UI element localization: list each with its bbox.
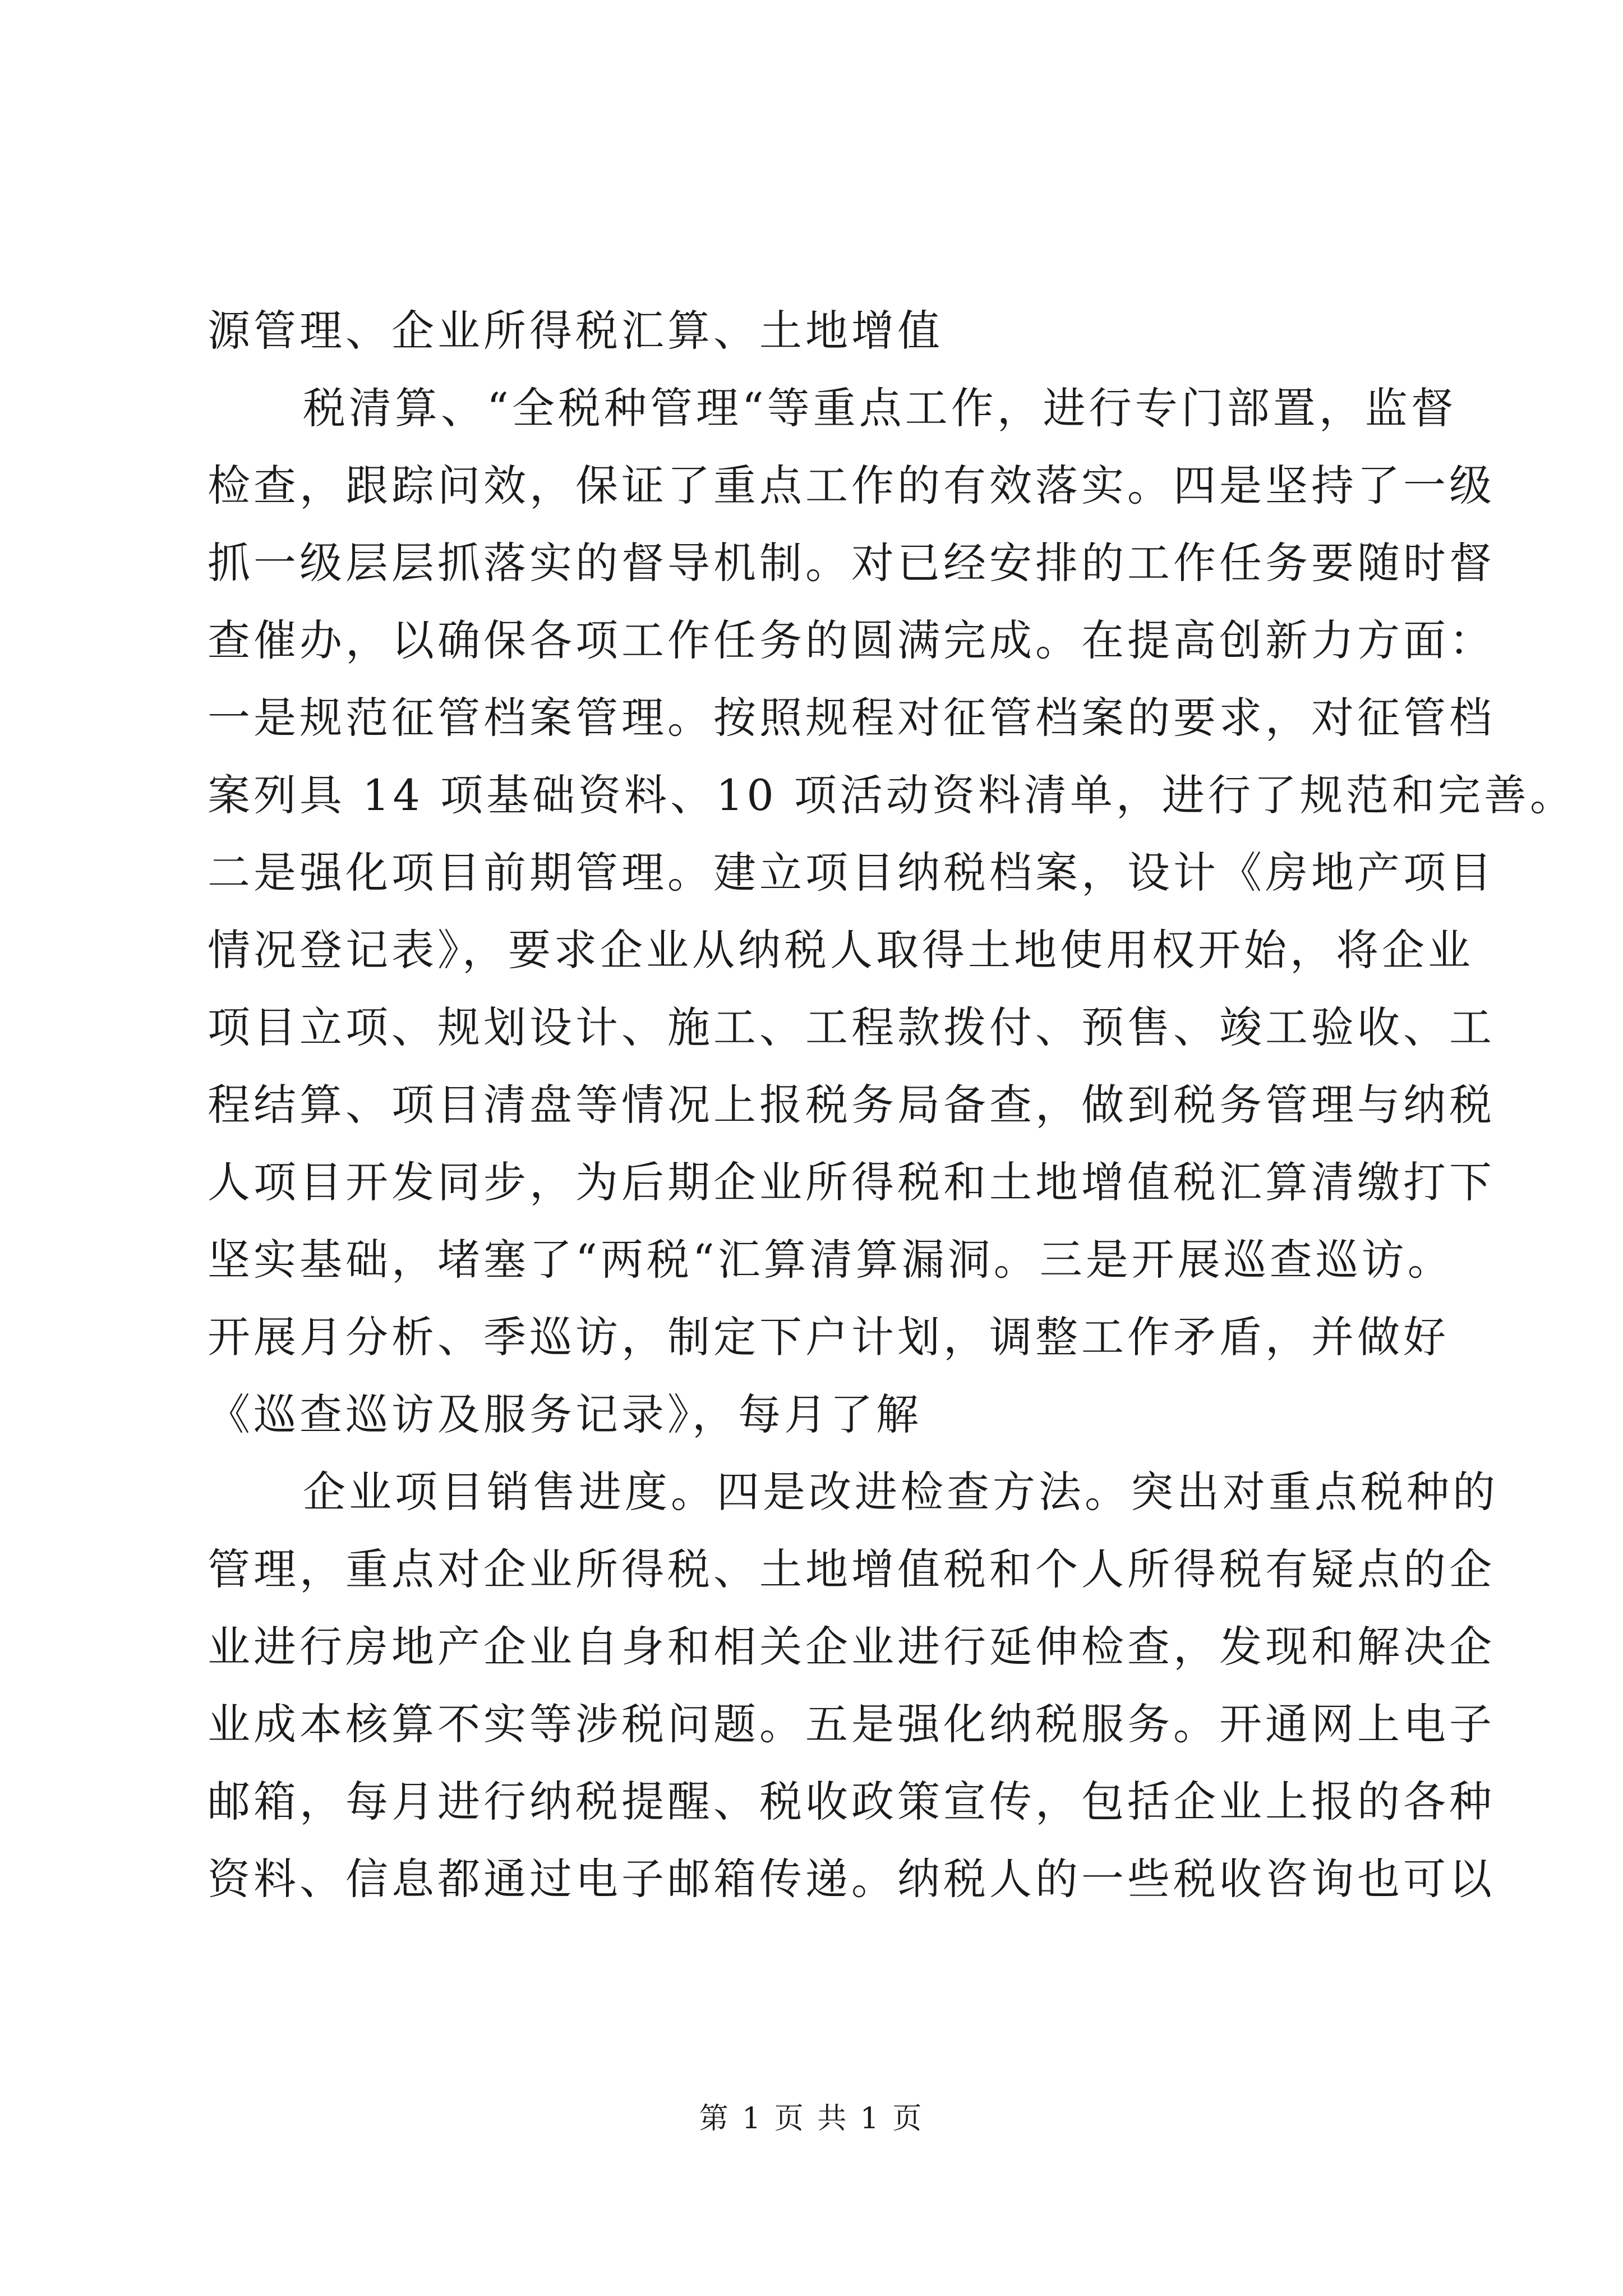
body-text-line: 项目立项、规划设计、施工、工程款拨付、预售、竣工验收、工 <box>208 1002 1495 1052</box>
body-text-line: 源管理、企业所得税汇算、土地增值 <box>208 306 943 356</box>
body-text-line: 税清算、“全税种管理“等重点工作，进行专门部置，监督 <box>303 383 1457 433</box>
body-text-line: 坚实基础，堵塞了“两税“汇算清算漏洞。三是开展巡查巡访。 <box>208 1235 1454 1285</box>
body-text-line: 业成本核算不实等涉税问题。五是强化纳税服务。开通网上电子 <box>208 1699 1495 1749</box>
body-text-line: 情况登记表》，要求企业从纳税人取得土地使用权开始，将企业 <box>208 925 1474 975</box>
page-footer: 第 1 页 共 1 页 <box>699 2102 924 2136</box>
body-text-line: 《巡查巡访及服务记录》，每月了解 <box>208 1389 922 1439</box>
body-text-line: 二是强化项目前期管理。建立项目纳税档案，设计《房地产项目 <box>208 848 1495 898</box>
body-text-line: 邮箱，每月进行纳税提醒、税收政策宣传，包括企业上报的各种 <box>208 1777 1495 1826</box>
body-text-line: 业进行房地产企业自身和相关企业进行延伸检查，发现和解决企 <box>208 1622 1495 1672</box>
body-text-line: 抓一级层层抓落实的督导机制。对已经安排的工作任务要随时督 <box>208 538 1495 588</box>
body-text-line: 程结算、项目清盘等情况上报税务局备查，做到税务管理与纳税 <box>208 1080 1495 1130</box>
body-text-line: 案列具 14 项基础资料、10 项活动资料清单，进行了规范和完善。 <box>208 770 1576 820</box>
body-text-line: 查催办，以确保各项工作任务的圆满完成。在提高创新力方面： <box>208 615 1495 665</box>
body-text-line: 一是规范征管档案管理。按照规程对征管档案的要求，对征管档 <box>208 693 1495 743</box>
body-text-line: 检查，跟踪问效，保证了重点工作的有效落实。四是坚持了一级 <box>208 461 1495 510</box>
body-text-line: 资料、信息都通过电子邮箱传递。纳税人的一些税收咨询也可以 <box>208 1854 1495 1904</box>
body-text-line: 人项目开发同步，为后期企业所得税和土地增值税汇算清缴打下 <box>208 1157 1495 1207</box>
body-text-line: 企业项目销售进度。四是改进检查方法。突出对重点税种的 <box>303 1467 1498 1517</box>
body-text-line: 管理，重点对企业所得税、土地增值税和个人所得税有疑点的企 <box>208 1544 1495 1594</box>
body-text-line: 开展月分析、季巡访，制定下户计划，调整工作矛盾，并做好 <box>208 1312 1449 1362</box>
